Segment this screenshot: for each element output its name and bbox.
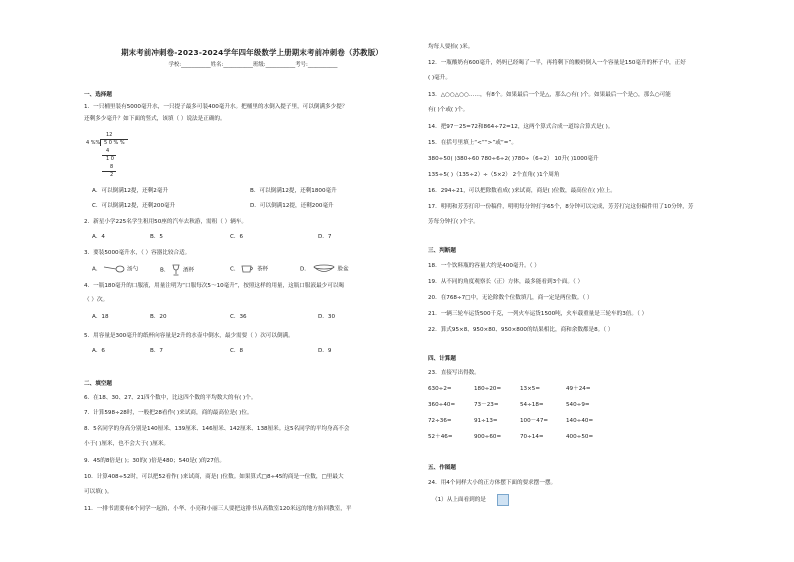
calc-r3-c2: 91÷13=: [474, 418, 498, 424]
q4-option-b: B．20: [150, 314, 167, 320]
q21-text: 21．一辆三轮车运货500千克，一列火车运货1500吨，火车载重量是三轮车的3倍。（ ）: [428, 311, 648, 317]
q1-option-d: D．可以倒满12提，还剩200毫升: [250, 203, 334, 209]
q2-option-c: C．6: [230, 234, 244, 240]
q1-option-b: B．可以倒满12提，还剩1800毫升: [250, 188, 337, 194]
q23-head: 23．直接写出得数。: [428, 370, 480, 376]
q24-sub: （1）从上面看到的是: [432, 497, 486, 503]
q22-text: 22．算式95×8、950×80、950×800的结果相比，商和余数都是8。（ ）: [428, 327, 614, 333]
q11-line2: 均每人要抬( )米。: [428, 44, 474, 50]
q9-text: 9．45的8倍是( )；30的( )倍是480；540是( )的27倍。: [84, 458, 225, 464]
q1-line1: 1．一只桶里装有5000毫升水，一只提子最多可装400毫升水。把桶里的水倒入提子里，可以倒满多少提？: [84, 104, 348, 110]
calc-r2-c2: 73－23=: [474, 402, 499, 408]
q1-line2: 还剩多少毫升？如下面的竖式，该填（ ）说法是正确的。: [84, 116, 226, 122]
q12-line1: 12．一瓶酸奶有600毫升，妈妈已经喝了一半，再将剩下的酸奶倒入一个容量是150毫升的杯子中，正好: [428, 60, 686, 66]
calc-r4-c3: 70÷14=: [520, 434, 544, 440]
student-info-line: 学校:___________姓名:___________班级:___________考号:___________: [168, 62, 338, 68]
q7-text: 7．计算598÷28时，一般把28看作( )来试商，商的最高位是( )位。: [84, 410, 253, 416]
q1-option-a: A．可以倒满12提，还剩2毫升: [92, 188, 169, 194]
q12-line2: ( )毫升。: [428, 75, 451, 81]
q4-option-c: C．36: [230, 314, 247, 320]
q13-line1: 13．△○○△○○……，有8个。如果最后一个是△，那么○有( )个。如果最后一个是○，那么○可能: [428, 92, 671, 98]
teacup-icon: [241, 264, 255, 274]
q1-option-c: C．可以倒满12提，还剩200毫升: [92, 203, 176, 209]
q14-text: 14．把97－25=72和864÷72=12，这两个算式合成一道综合算式是( )。: [428, 124, 614, 130]
q20-text: 20．在768÷7□中，无论除数个位数填几，商一定是两位数。（ ）: [428, 295, 593, 301]
calc-r4-c1: 52＋46=: [428, 434, 453, 440]
q2-option-a: A．4: [92, 234, 105, 240]
q4-line2: （ ）次。: [84, 297, 109, 303]
calc-r1-c4: 49＋24=: [566, 386, 591, 392]
q24-head: 24．用4个同样大小的正方体摆下面的要求摆一摆。: [428, 480, 557, 486]
division-step1: 4: [106, 148, 110, 154]
q6-text: 6．在18、30、27、21四个数中，比这四个数的平均数大的有( )个。: [84, 395, 257, 401]
q4-option-a: A．18: [92, 314, 109, 320]
calc-r3-c3: 100－47=: [520, 418, 549, 424]
calc-r1-c2: 180÷20=: [474, 386, 502, 392]
calc-r4-c4: 400÷50=: [566, 434, 594, 440]
q16-text: 16．294÷21，可以把除数看成( )来试商，商是( )位数，最高位在( )位上。: [428, 188, 616, 194]
division-step2: 1 0: [106, 156, 114, 162]
long-division-figure: [84, 130, 144, 186]
q8-line2: 小于( )厘米，也不会大于( )厘米。: [84, 441, 170, 447]
division-remainder: 2: [110, 172, 114, 178]
calc-r2-c3: 54÷18=: [520, 402, 544, 408]
q3-option-a: A． 汤勺: [92, 264, 138, 274]
q3-option-c: C． 茶杯: [230, 264, 268, 274]
q13-line2: 有( )个或( )个。: [428, 107, 469, 113]
q18-text: 18．一个饮料瓶的容量大约是400毫升。（ ）: [428, 263, 540, 269]
washbasin-icon: [312, 264, 336, 274]
q3-text: 3．要装5000毫升水，（ ）容器比较合适。: [84, 250, 191, 256]
q3-option-d: D． 脸盆: [300, 264, 349, 274]
calc-r3-c1: 72÷36=: [428, 418, 452, 424]
division-quotient: 12: [106, 132, 113, 138]
section-heading-calc: 四、计算题: [428, 356, 456, 362]
q15-head: 15．在括号里填上“<”“>”或“=”。: [428, 140, 517, 146]
q10-line2: 可以填( )。: [84, 489, 113, 495]
q19-text: 19．从不同的角度观察长（正）方体，最多能看到3个面。（ ）: [428, 279, 584, 285]
q8-line1: 8．5名同学的身高分别是140厘米、139厘米、146厘米、142厘米、138厘米。这5名同学的平均身高不会: [84, 426, 350, 432]
q5-option-b: B．7: [150, 348, 163, 354]
q2-option-d: D．7: [318, 234, 332, 240]
calc-r2-c4: 540÷9=: [566, 402, 590, 408]
spoon-icon: [103, 264, 125, 274]
q5-option-a: A．6: [92, 348, 105, 354]
section-heading-fill: 二、填空题: [84, 381, 112, 387]
q17-line1: 17．明明和芳芳打印一份稿件，明明每分钟打字65个，8分钟可以完成，芳芳打完这份稿件用了10分钟，芳: [428, 204, 694, 210]
q5-option-c: C．8: [230, 348, 244, 354]
division-divisor: 4 %%: [86, 140, 101, 146]
q5-text: 5．用容量是300毫升的纸杯向容量是2升的水壶中倒水，最少需要（ ）次可以倒满。: [84, 333, 294, 339]
division-dividend: 5 0 % %: [104, 140, 125, 146]
q4-option-d: D．30: [318, 314, 336, 320]
section-heading-judge: 三、判断题: [428, 248, 456, 254]
q3-option-b: B． 酒杯: [160, 264, 194, 276]
calc-r3-c4: 140÷40=: [566, 418, 594, 424]
q11-line1: 11．一排书需要有6个同学一起抬，小华、小亮和小丽三人要把这排书从高数室120米远的地方抬回教室，平: [84, 506, 352, 512]
q17-line2: 芳每分钟打( )个字。: [428, 219, 479, 225]
section-heading-choice: 一、选择题: [84, 92, 112, 98]
q2-text: 2．新星小学225名学生租用50座的汽车去秋游，需租（ ）辆车。: [84, 219, 247, 225]
q5-option-d: D．9: [318, 348, 332, 354]
wine-glass-icon: [171, 264, 181, 276]
q4-line1: 4．一瓶180毫升的口服液，用量注明为“口服每次5～10毫升”，按照这样的用量，这瓶口服液最少可以喝: [84, 283, 345, 289]
q15-row2: 135÷5( )（135÷2）÷（5×2） 2个直角( )1个周角: [428, 172, 560, 178]
top-view-square: [497, 494, 509, 506]
calc-r4-c2: 900÷60=: [474, 434, 502, 440]
calc-r2-c1: 360÷40=: [428, 402, 456, 408]
calc-r1-c3: 13×5=: [520, 386, 541, 392]
q10-line1: 10．计算408÷52时，可以把52看作( )来试商，商是( )位数。如果算式□8÷45的商是一位数，□里最大: [84, 474, 344, 480]
section-heading-draw: 五、作图题: [428, 465, 456, 471]
page-title: 期末考前冲刺卷-2023-2024学年四年级数学上册期末考前冲刺卷（苏教版）: [121, 48, 383, 57]
q15-row1: 380÷50( )380÷60 780÷6÷2( )780÷（6÷2） 10升( )1000毫升: [428, 156, 599, 162]
q2-option-b: B．5: [150, 234, 163, 240]
division-step3: 8: [110, 164, 114, 170]
calc-r1-c1: 630÷2=: [428, 386, 452, 392]
